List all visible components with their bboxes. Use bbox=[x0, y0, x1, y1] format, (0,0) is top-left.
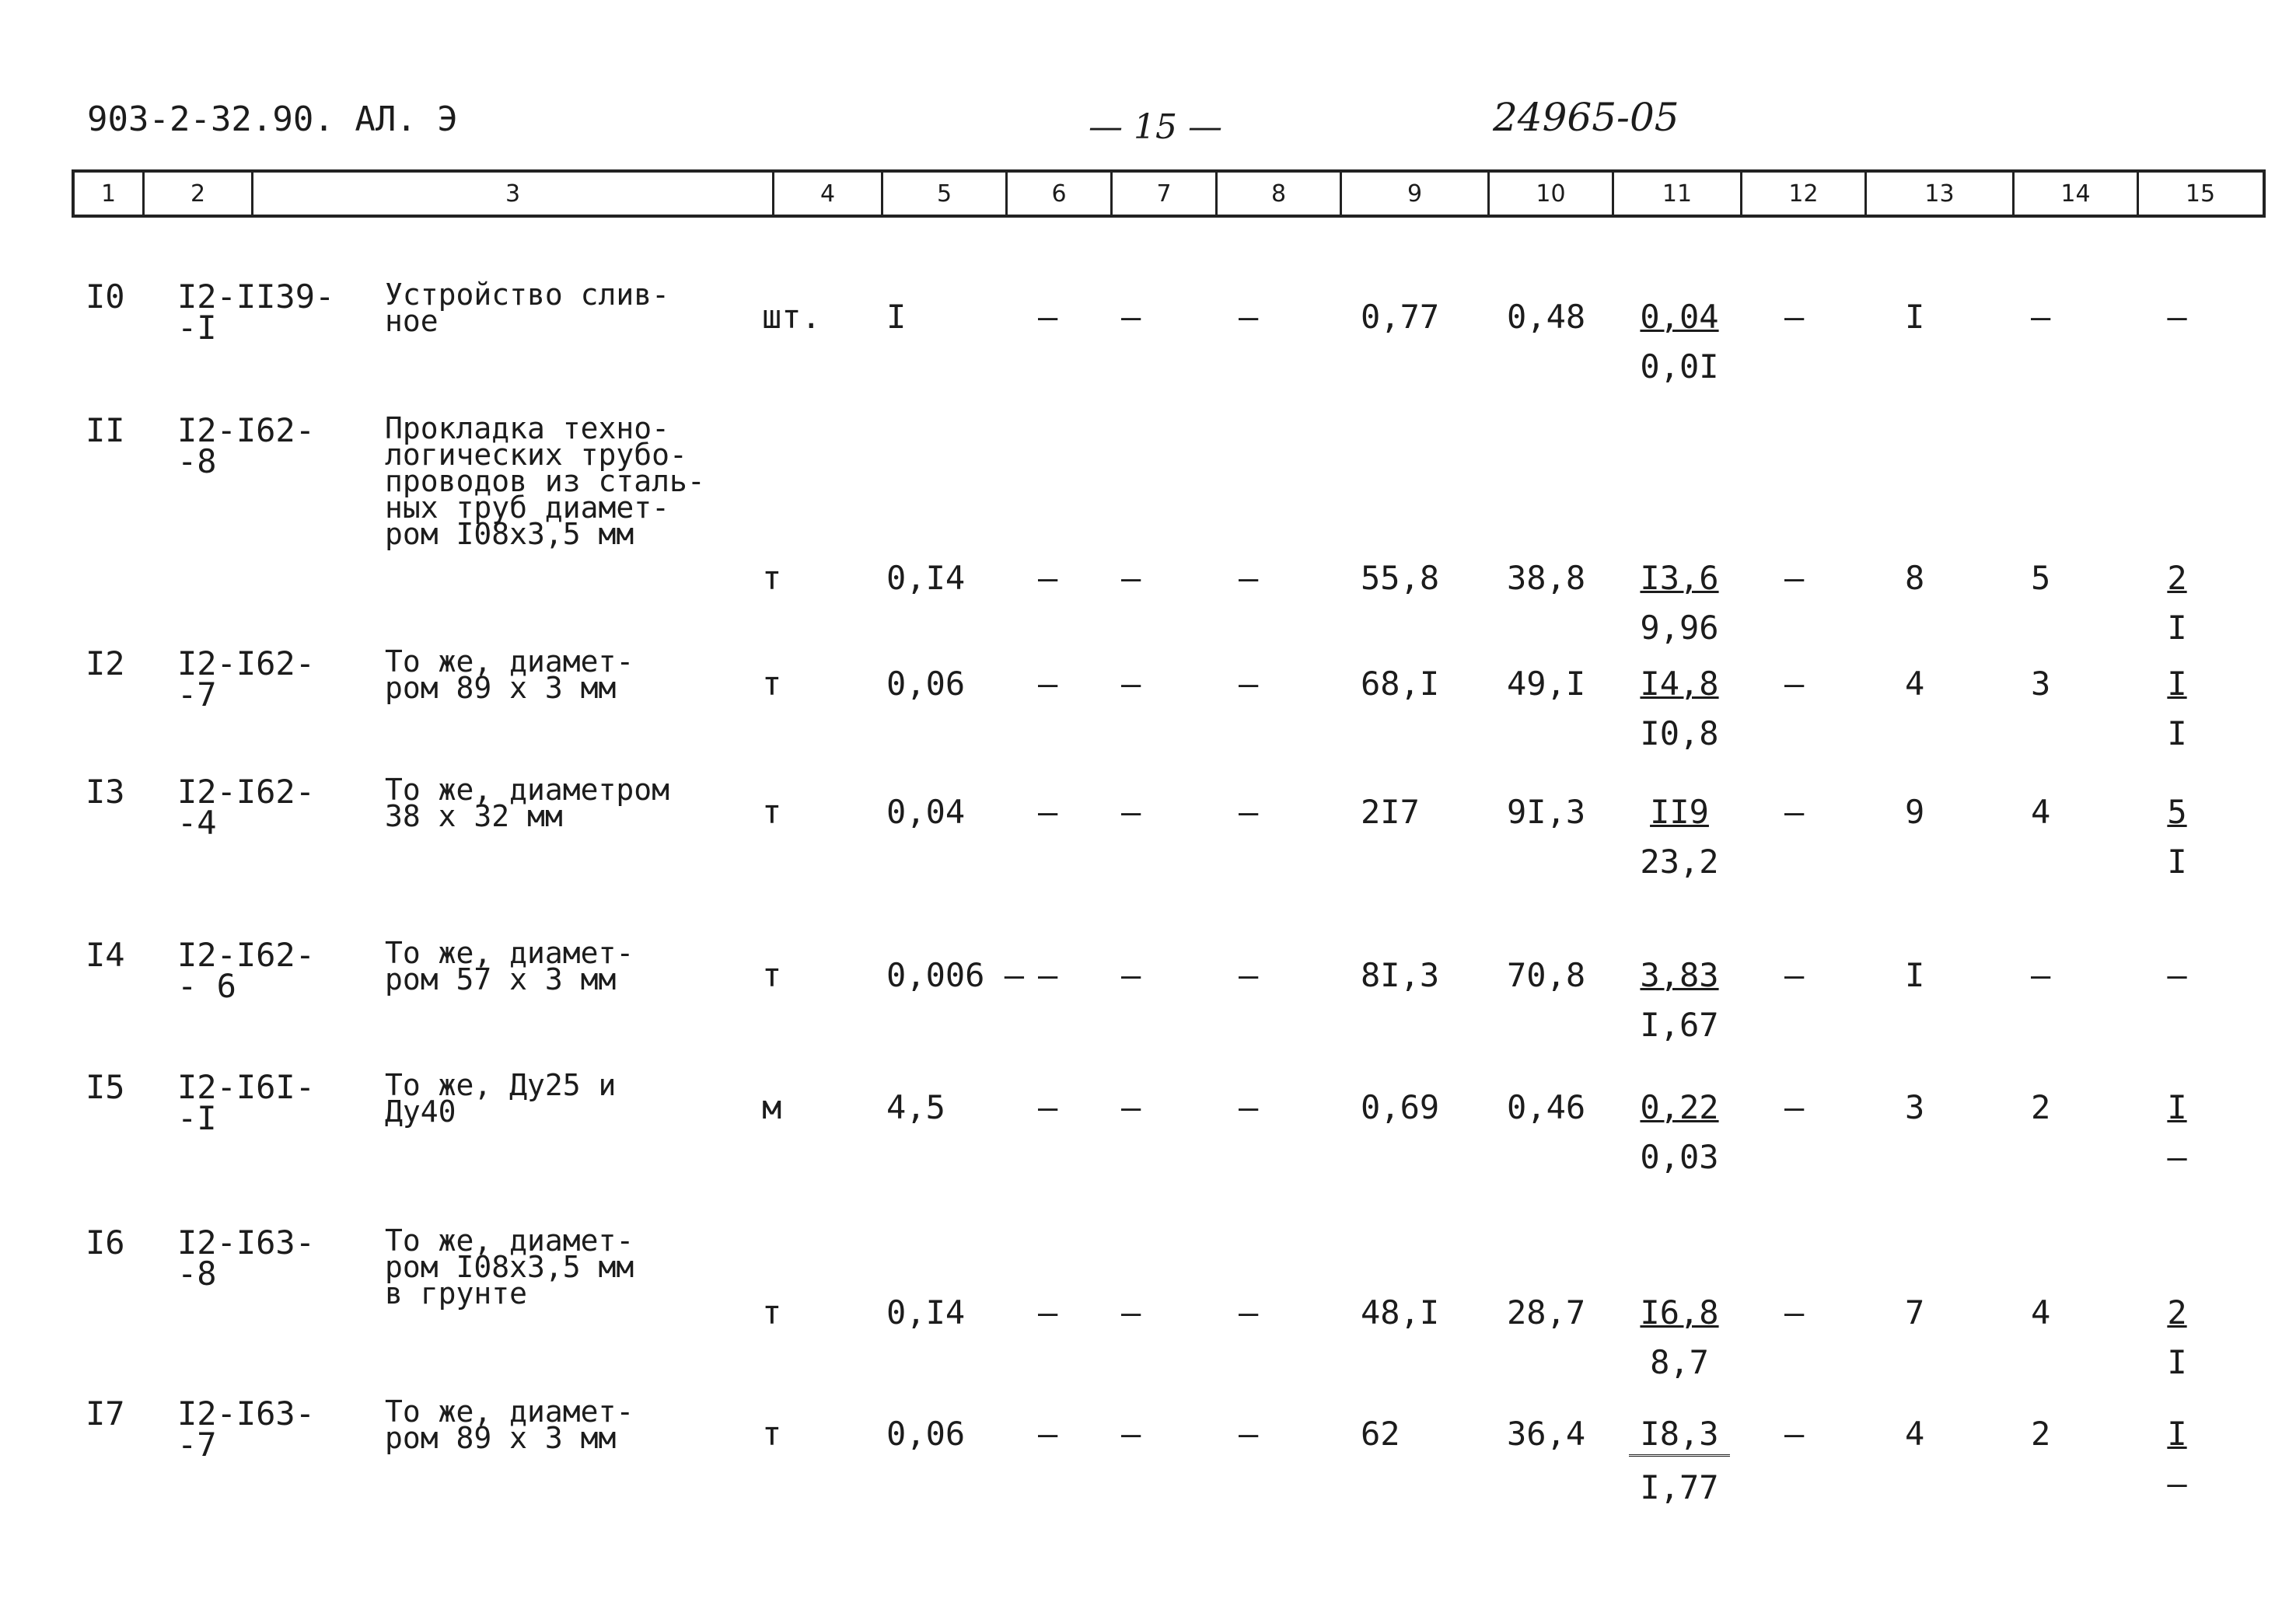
row-number: I6 bbox=[86, 1223, 125, 1262]
norm-code-line: -I bbox=[177, 1099, 217, 1137]
col14-cell: – bbox=[2031, 298, 2051, 336]
col11-denominator: I,77 bbox=[1640, 1468, 1719, 1506]
column-number-2: 2 bbox=[145, 173, 253, 215]
col9-cell: 8I,3 bbox=[1361, 956, 1440, 994]
col12-cell: – bbox=[1784, 956, 1805, 994]
col9-cell: 62 bbox=[1361, 1415, 1400, 1453]
col12-cell: – bbox=[1784, 1415, 1805, 1453]
col8-cell: – bbox=[1239, 1293, 1259, 1332]
col15-fraction bbox=[2142, 794, 2212, 881]
col15-fraction bbox=[2142, 560, 2212, 647]
col10-cell: 28,7 bbox=[1507, 1293, 1586, 1332]
col15-denominator: – bbox=[2167, 1138, 2187, 1176]
col11-denominator: 0,0I bbox=[1640, 347, 1719, 386]
work-name-line: ром 89 х 3 мм bbox=[385, 1421, 617, 1455]
work-name-line: То же, диамет- bbox=[385, 936, 634, 970]
work-name-line: ром I08х3,5 мм bbox=[385, 1250, 634, 1284]
col15-numerator: I bbox=[2167, 665, 2187, 703]
col14-cell: 4 bbox=[2031, 793, 2051, 831]
col10-cell: 38,8 bbox=[1507, 559, 1586, 597]
col11-numerator: I8,3 bbox=[1629, 1415, 1730, 1457]
col14-cell: 5 bbox=[2031, 559, 2051, 597]
column-number-11: 11 bbox=[1614, 173, 1742, 215]
quantity-cell: 0,04 bbox=[886, 793, 966, 831]
col12-cell: – bbox=[1784, 298, 1805, 336]
col14-cell: 3 bbox=[2031, 665, 2051, 703]
work-name-line: То же, диамет- bbox=[385, 1394, 634, 1429]
unit-cell: т bbox=[762, 559, 782, 597]
column-number-12: 12 bbox=[1742, 173, 1867, 215]
col11-denominator: 9,96 bbox=[1640, 609, 1719, 647]
col15-fraction bbox=[2142, 1294, 2212, 1381]
col7-cell: – bbox=[1121, 956, 1141, 994]
col15-numerator: – bbox=[2167, 956, 2187, 994]
work-name-line: ром 89 х 3 мм bbox=[385, 671, 617, 705]
quantity-cell: 0,06 bbox=[886, 1415, 966, 1453]
col8-cell: – bbox=[1239, 559, 1259, 597]
quantity-cell: 0,06 bbox=[886, 665, 966, 703]
col9-cell: 2I7 bbox=[1361, 793, 1420, 831]
work-name-line: То же, Ду25 и bbox=[385, 1068, 617, 1102]
col6-cell: – bbox=[1038, 1088, 1058, 1126]
column-number-5: 5 bbox=[883, 173, 1008, 215]
col8-cell: – bbox=[1239, 1415, 1259, 1453]
col11-fraction bbox=[1629, 1089, 1730, 1176]
col14-cell: 2 bbox=[2031, 1415, 2051, 1453]
work-name-line: Устройство слив- bbox=[385, 277, 670, 312]
col13-cell: 9 bbox=[1905, 793, 1925, 831]
norm-code-line: I2-I63- bbox=[177, 1394, 316, 1433]
col11-denominator: 8,7 bbox=[1650, 1343, 1709, 1381]
col13-cell: 4 bbox=[1905, 1415, 1925, 1453]
col15-denominator: I bbox=[2167, 843, 2187, 881]
column-number-6: 6 bbox=[1008, 173, 1113, 215]
col6-cell: – bbox=[1038, 559, 1058, 597]
col11-fraction bbox=[1629, 957, 1730, 1044]
column-number-13: 13 bbox=[1867, 173, 2015, 215]
col7-cell: – bbox=[1121, 1088, 1141, 1126]
norm-code-line: -8 bbox=[177, 1255, 217, 1293]
quantity-cell: 0,I4 bbox=[886, 559, 966, 597]
page-number: — 15 — bbox=[1089, 107, 1222, 147]
inventory-number: 24965-05 bbox=[1493, 95, 1679, 140]
column-number-15: 15 bbox=[2185, 180, 2216, 208]
col12-cell: – bbox=[1784, 793, 1805, 831]
row-number: II bbox=[86, 411, 125, 449]
col12-cell: – bbox=[1784, 1293, 1805, 1332]
col15-numerator: I bbox=[2167, 1415, 2187, 1453]
col10-cell: 70,8 bbox=[1507, 956, 1586, 994]
norm-code-line: -4 bbox=[177, 804, 217, 842]
norm-code-line: I2-I62- bbox=[177, 644, 316, 682]
col7-cell: – bbox=[1121, 298, 1141, 336]
column-number-1: 1 bbox=[75, 173, 145, 215]
col6-cell: – bbox=[1038, 1293, 1058, 1332]
col15-fraction bbox=[2142, 665, 2212, 752]
work-name-line: То же, диаметром bbox=[385, 773, 670, 807]
col15-denominator: I bbox=[2167, 714, 2187, 752]
col11-fraction bbox=[1629, 560, 1730, 647]
col11-numerator: I4,8 bbox=[1640, 665, 1719, 703]
col11-fraction bbox=[1629, 1294, 1730, 1381]
column-number-10: 10 bbox=[1490, 173, 1614, 215]
unit-cell: т bbox=[762, 1293, 782, 1332]
col11-numerator: 0,04 bbox=[1640, 298, 1719, 336]
col10-cell: 49,I bbox=[1507, 665, 1586, 703]
col9-cell: 0,77 bbox=[1361, 298, 1440, 336]
col9-cell: 0,69 bbox=[1361, 1088, 1440, 1126]
norm-code-line: I2-I63- bbox=[177, 1223, 316, 1262]
col11-numerator: I3,6 bbox=[1640, 559, 1719, 597]
col10-cell: 36,4 bbox=[1507, 1415, 1586, 1453]
col15-fraction bbox=[2142, 1415, 2212, 1503]
col11-fraction bbox=[1629, 1415, 1730, 1506]
work-name-line: ром 57 х 3 мм bbox=[385, 962, 617, 996]
unit-cell: м bbox=[762, 1088, 782, 1126]
work-name-line: Ду40 bbox=[385, 1094, 456, 1129]
col13-cell: I bbox=[1905, 298, 1925, 336]
quantity-cell: 0,I4 bbox=[886, 1293, 966, 1332]
col12-cell: – bbox=[1784, 1088, 1805, 1126]
col8-cell: – bbox=[1239, 1088, 1259, 1126]
col10-cell: 0,46 bbox=[1507, 1088, 1586, 1126]
col12-cell: – bbox=[1784, 665, 1805, 703]
row-number: I3 bbox=[86, 773, 125, 811]
col13-cell: 7 bbox=[1905, 1293, 1925, 1332]
col6-cell: – bbox=[1038, 665, 1058, 703]
norm-code-line: -8 bbox=[177, 442, 217, 480]
column-number-14: 14 bbox=[2015, 173, 2139, 215]
work-name-line: в грунте bbox=[385, 1276, 528, 1311]
col11-denominator: I,67 bbox=[1640, 1006, 1719, 1044]
col7-cell: – bbox=[1121, 559, 1141, 597]
col7-cell: – bbox=[1121, 793, 1141, 831]
col7-cell: – bbox=[1121, 1415, 1141, 1453]
norm-code-line: I2-I6I- bbox=[177, 1068, 316, 1106]
col6-cell: – bbox=[1038, 1415, 1058, 1453]
column-number-3: 3 bbox=[253, 173, 774, 215]
col15-numerator: 2 bbox=[2167, 1293, 2187, 1332]
column-number-4: 4 bbox=[774, 173, 883, 215]
col10-cell: 0,48 bbox=[1507, 298, 1586, 336]
col11-fraction bbox=[1629, 794, 1730, 881]
quantity-cell: 4,5 bbox=[886, 1088, 945, 1126]
col13-cell: 3 bbox=[1905, 1088, 1925, 1126]
col11-fraction bbox=[1629, 665, 1730, 752]
col15-numerator: 5 bbox=[2167, 793, 2187, 831]
norm-code-line: I2-I62- bbox=[177, 773, 316, 811]
work-name-line: логических трубо- bbox=[385, 438, 687, 472]
work-name-line: ных труб диамет- bbox=[385, 490, 670, 525]
row-number: I4 bbox=[86, 936, 125, 974]
column-number-9: 9 bbox=[1342, 173, 1490, 215]
col14-cell: 2 bbox=[2031, 1088, 2051, 1126]
col9-cell: 55,8 bbox=[1361, 559, 1440, 597]
work-name-line: Прокладка техно- bbox=[385, 411, 670, 445]
norm-code-line: I2-I62- bbox=[177, 411, 316, 449]
col8-cell: – bbox=[1239, 298, 1259, 336]
unit-cell: т bbox=[762, 665, 782, 703]
col13-cell: 8 bbox=[1905, 559, 1925, 597]
col15-numerator: I bbox=[2167, 1088, 2187, 1126]
col9-cell: 48,I bbox=[1361, 1293, 1440, 1332]
unit-cell: т bbox=[762, 793, 782, 831]
work-name-line: проводов из сталь- bbox=[385, 464, 705, 498]
column-number-header bbox=[72, 169, 2266, 218]
col11-denominator: 23,2 bbox=[1640, 843, 1719, 881]
norm-code-line: -I bbox=[177, 309, 217, 347]
norm-code-line: -7 bbox=[177, 675, 217, 714]
col11-denominator: 0,03 bbox=[1640, 1138, 1719, 1176]
unit-cell: т bbox=[762, 956, 782, 994]
col11-numerator: 0,22 bbox=[1640, 1088, 1719, 1126]
col8-cell: – bbox=[1239, 956, 1259, 994]
work-name-line: ром I08х3,5 мм bbox=[385, 517, 634, 551]
col6-cell: – bbox=[1038, 956, 1058, 994]
unit-cell: т bbox=[762, 1415, 782, 1453]
work-name-line: То же, диамет- bbox=[385, 1223, 634, 1258]
norm-code-line: I2-II39- bbox=[177, 277, 335, 316]
col13-cell: I bbox=[1905, 956, 1925, 994]
col12-cell: – bbox=[1784, 559, 1805, 597]
row-number: I2 bbox=[86, 644, 125, 682]
col15-fraction bbox=[2142, 298, 2212, 348]
col11-fraction bbox=[1629, 298, 1730, 386]
col15-fraction bbox=[2142, 957, 2212, 1007]
col11-numerator: I6,8 bbox=[1640, 1293, 1719, 1332]
col8-cell: – bbox=[1239, 793, 1259, 831]
row-number: I7 bbox=[86, 1394, 125, 1433]
col6-cell: – bbox=[1038, 298, 1058, 336]
work-name-line: ное bbox=[385, 304, 439, 338]
row-number: I5 bbox=[86, 1068, 125, 1106]
quantity-cell: I bbox=[886, 298, 907, 336]
col13-cell: 4 bbox=[1905, 665, 1925, 703]
col9-cell: 68,I bbox=[1361, 665, 1440, 703]
norm-code-line: - 6 bbox=[177, 967, 236, 1005]
col7-cell: – bbox=[1121, 1293, 1141, 1332]
column-number-8: 8 bbox=[1218, 173, 1342, 215]
norm-code-line: -7 bbox=[177, 1426, 217, 1464]
norm-code-line: I2-I62- bbox=[177, 936, 316, 974]
document-code: 903-2-32.90. АЛ. Э bbox=[87, 99, 458, 139]
row-number: I0 bbox=[86, 277, 125, 316]
col11-numerator: 3,83 bbox=[1640, 956, 1719, 994]
col11-denominator: I0,8 bbox=[1640, 714, 1719, 752]
col14-cell: 4 bbox=[2031, 1293, 2051, 1332]
unit-cell: шт. bbox=[762, 298, 821, 336]
work-name-line: То же, диамет- bbox=[385, 644, 634, 679]
col15-fraction bbox=[2142, 1089, 2212, 1176]
work-name-line: 38 х 32 мм bbox=[385, 799, 563, 833]
col15-numerator: – bbox=[2167, 298, 2187, 336]
col8-cell: – bbox=[1239, 665, 1259, 703]
col14-cell: – bbox=[2031, 956, 2051, 994]
col15-denominator: I bbox=[2167, 1343, 2187, 1381]
col6-cell: – bbox=[1038, 793, 1058, 831]
column-number-7: 7 bbox=[1113, 173, 1218, 215]
col10-cell: 9I,3 bbox=[1507, 793, 1586, 831]
quantity-cell: 0,006 – bbox=[886, 956, 1025, 994]
col15-numerator: 2 bbox=[2167, 559, 2187, 597]
col15-denominator: I bbox=[2167, 609, 2187, 647]
col7-cell: – bbox=[1121, 665, 1141, 703]
col15-denominator: – bbox=[2167, 1464, 2187, 1503]
col11-numerator: II9 bbox=[1650, 793, 1709, 831]
